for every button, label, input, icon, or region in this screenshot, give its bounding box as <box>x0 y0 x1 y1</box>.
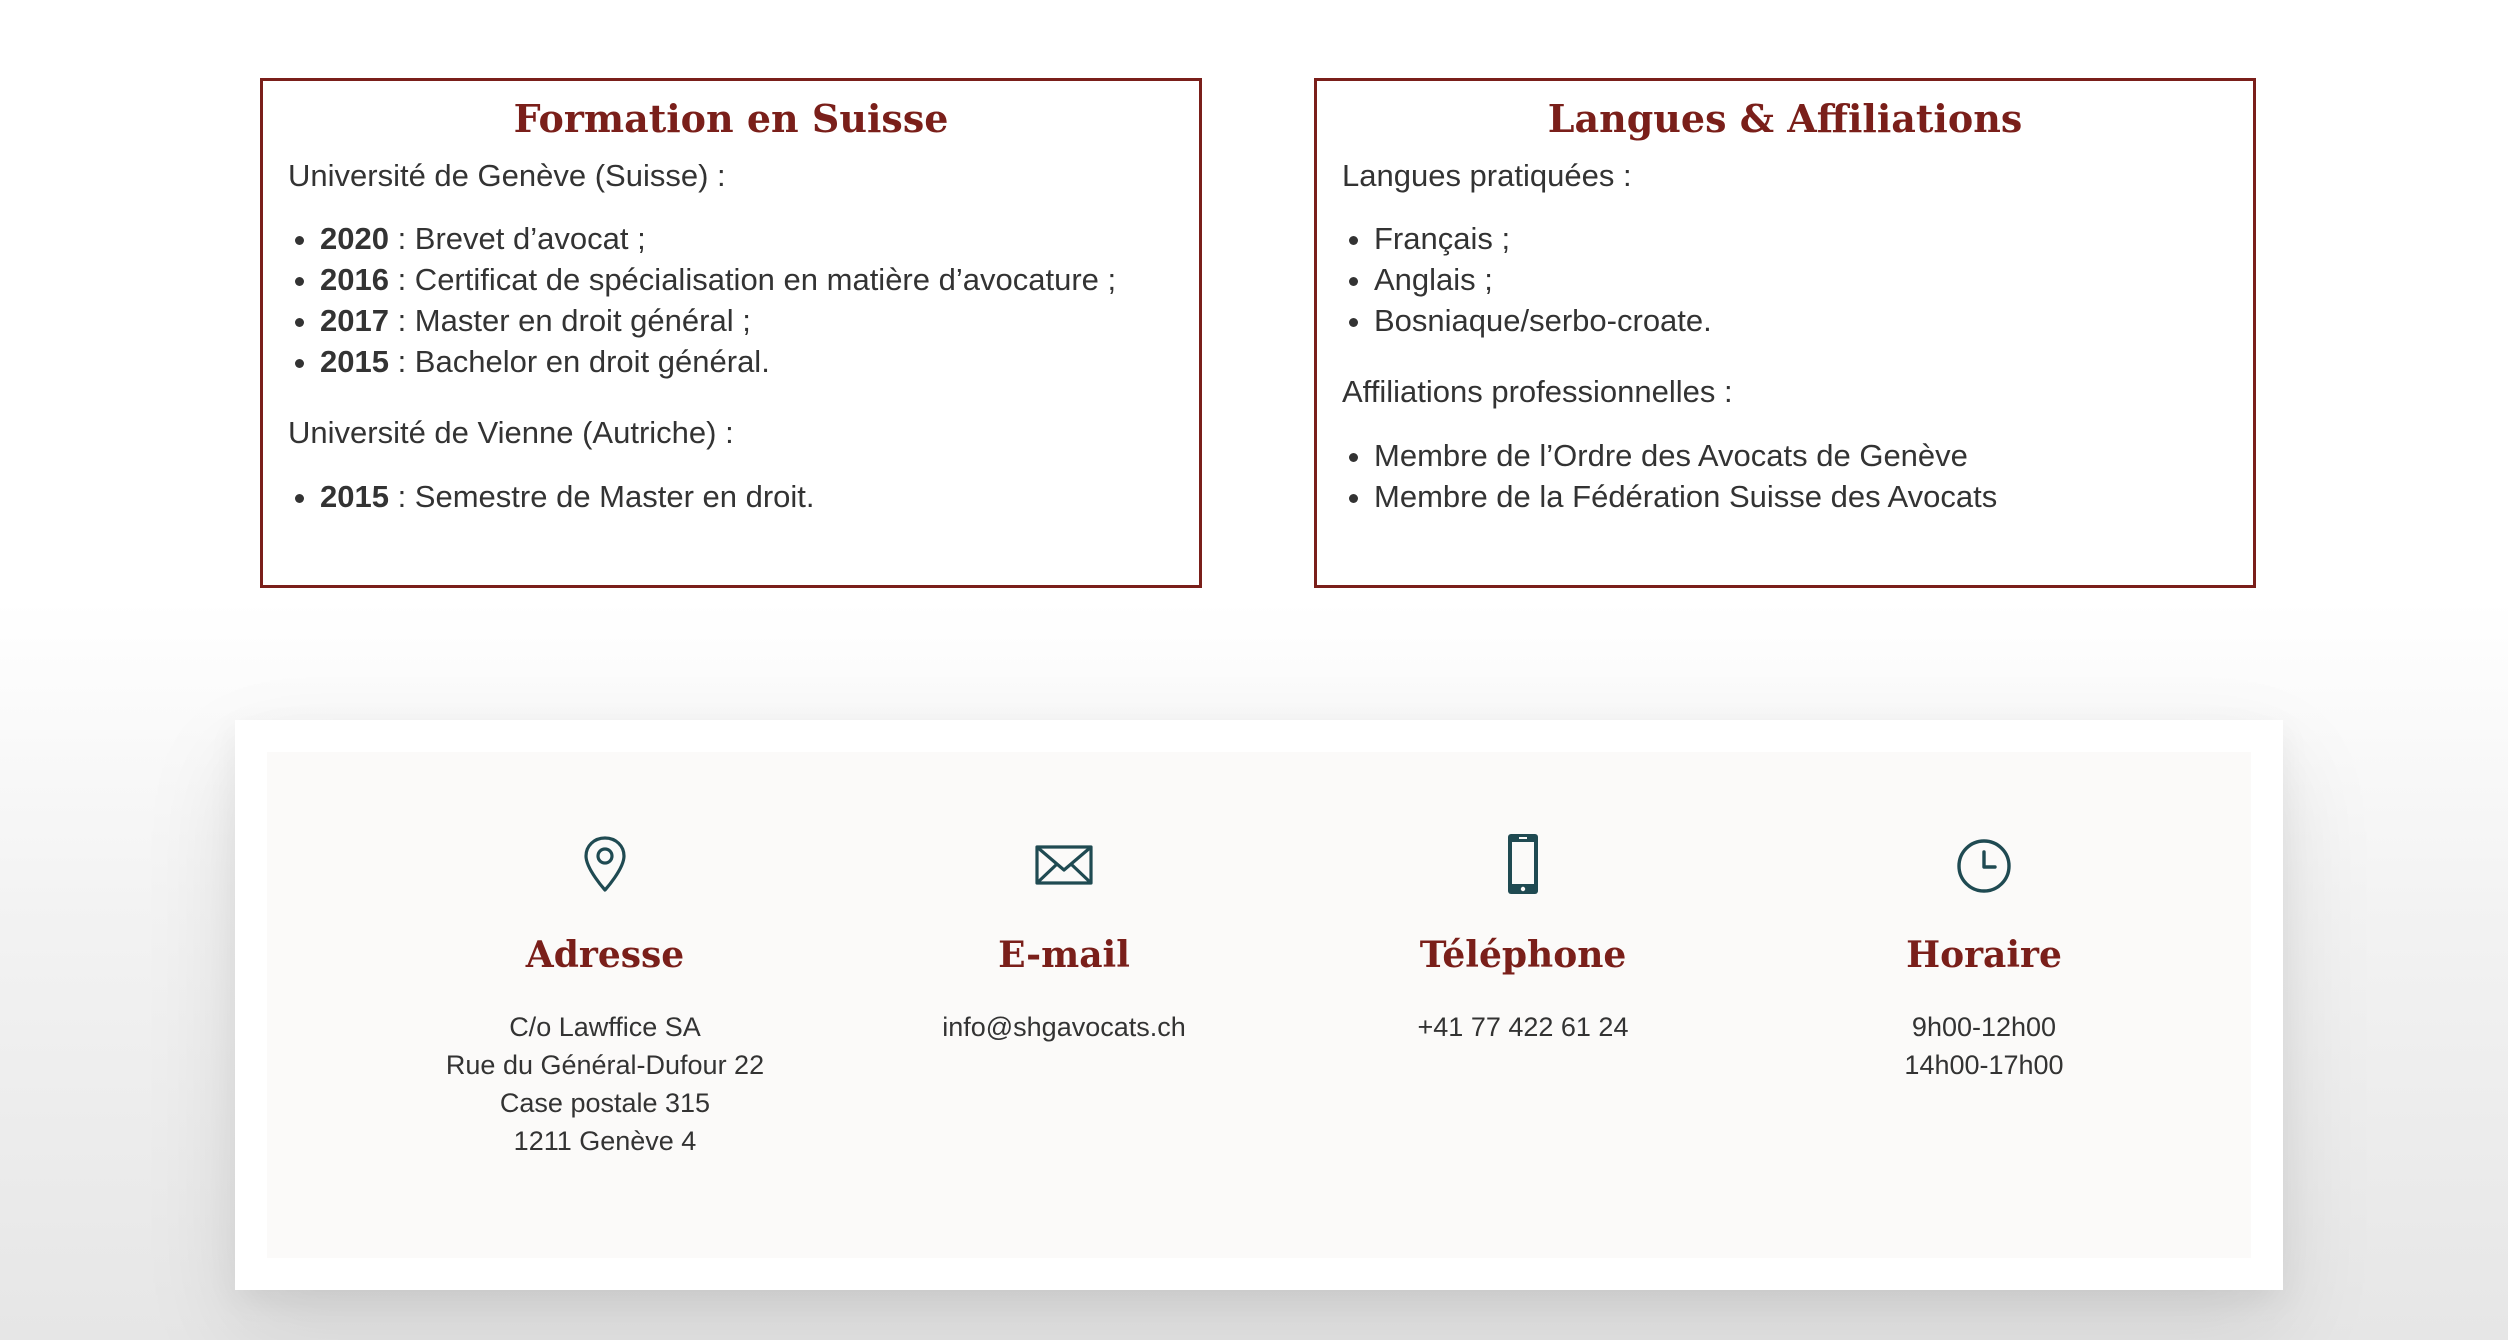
year-label: 2017 <box>320 303 389 339</box>
telephone-title: Téléphone <box>1419 934 1627 976</box>
email-lines <box>834 1008 1294 1046</box>
item-text: : Bachelor en droit général. <box>388 344 770 380</box>
list-item <box>320 341 1174 382</box>
list-item: • Anglais ; <box>1374 259 2228 300</box>
list-item <box>320 476 1174 517</box>
address-line: Rue du Général-Dufour 22 <box>445 1050 765 1080</box>
phone-number[interactable]: +41 77 422 61 24 <box>1417 1012 1629 1042</box>
item-text: : Certificat de spécialisation en matière d’avocature ; <box>388 262 1117 298</box>
year-label: 2015 <box>320 344 389 380</box>
year-label: 2016 <box>320 262 389 298</box>
geneve-heading: Université de Genève (Suisse) : <box>288 157 726 193</box>
address-line: C/o Lawffice SA <box>509 1012 701 1042</box>
contact-panel <box>235 720 2283 1290</box>
horaire-title: Horaire <box>1906 934 2062 976</box>
contact-panel-inner <box>267 752 2251 1258</box>
list-item <box>320 218 1174 259</box>
map-pin-icon <box>575 832 635 896</box>
hours-line: 9h00-12h00 <box>1911 1012 2057 1042</box>
affiliations-list <box>1342 435 2228 517</box>
year-label: 2020 <box>320 221 389 257</box>
clock-icon <box>1954 832 2014 896</box>
list-item: • Français ; <box>1374 218 2228 259</box>
adresse-title: Adresse <box>525 934 685 976</box>
smartphone-icon <box>1493 832 1553 896</box>
list-item: • Membre de l’Ordre des Avocats de Genève <box>1374 435 2228 476</box>
envelope-icon <box>1034 832 1094 896</box>
item-text: : Semestre de Master en droit. <box>388 479 815 515</box>
langues-heading: Langues pratiquées : <box>1342 157 1632 193</box>
vienne-list <box>288 476 1174 517</box>
langues-box <box>1314 78 2256 588</box>
formation-title: Formation en Suisse <box>513 96 949 141</box>
item-text: : Brevet d’avocat ; <box>388 221 646 257</box>
list-item <box>320 300 1174 341</box>
email-title: E-mail <box>998 934 1130 976</box>
hours-line: 14h00-17h00 <box>1904 1050 2064 1080</box>
telephone-lines <box>1293 1008 1753 1046</box>
vienne-heading: Université de Vienne (Autriche) : <box>288 415 734 451</box>
affiliations-heading: Affiliations professionnelles : <box>1342 374 1733 410</box>
address-line: 1211 Genève 4 <box>513 1126 697 1156</box>
list-item <box>320 259 1174 300</box>
item-text: : Master en droit général ; <box>388 303 751 339</box>
langues-title: Langues & Affiliations <box>1547 96 2023 141</box>
list-item: • Membre de la Fédération Suisse des Avocats <box>1374 476 2228 517</box>
horaire-lines <box>1754 1008 2214 1084</box>
geneve-list <box>288 218 1174 382</box>
formation-box <box>260 78 1202 588</box>
adresse-lines <box>375 1008 835 1160</box>
email-address[interactable]: info@shgavocats.ch <box>942 1012 1186 1042</box>
year-label: 2015 <box>320 479 389 515</box>
list-item: • Bosniaque/serbo-croate. <box>1374 300 2228 341</box>
langues-list <box>1342 218 2228 341</box>
address-line: Case postale 315 <box>499 1088 711 1118</box>
